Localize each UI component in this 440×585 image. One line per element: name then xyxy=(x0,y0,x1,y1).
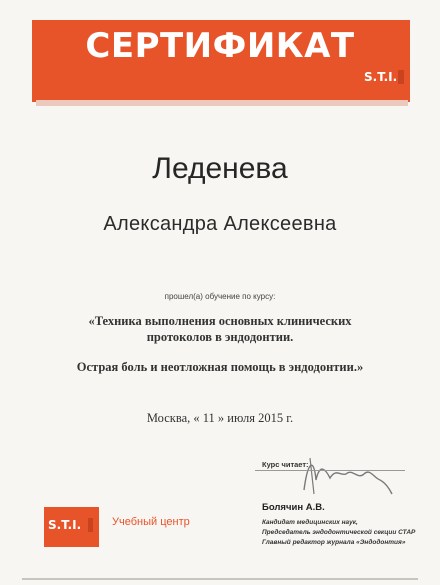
sti-logo-header: S.T.I. xyxy=(364,70,398,84)
course-title xyxy=(30,313,410,345)
instructor-detail-1: Кандидат медицинских наук, xyxy=(262,519,358,526)
logo-tab-icon-footer xyxy=(88,518,93,532)
signature-icon xyxy=(296,450,396,500)
signature-line xyxy=(255,470,405,471)
instructor-name: Болячин А.В. xyxy=(262,502,325,513)
banner-shadow xyxy=(36,100,408,106)
certificate-title: СЕРТИФИКАТ xyxy=(85,26,355,66)
logo-tab-icon xyxy=(398,70,404,84)
training-center-label: Учебный центр xyxy=(112,516,190,528)
course-subtitle: Острая боль и неотложная помощь в эндодонтии.» xyxy=(76,360,364,374)
date-line: Москва, « 11 » июля 2015 г. xyxy=(146,411,294,425)
instructor-detail-2: Председатель эндодонтической секции СТАР xyxy=(262,529,416,536)
course-intro: прошел(а) обучение по курсу: xyxy=(164,292,276,301)
course-title-line-1: «Техника выполнения основных клинических xyxy=(88,314,352,328)
course-title-line-2: протоколов в эндодонтии. xyxy=(146,330,294,344)
instructor-label: Курс читает: xyxy=(262,460,309,469)
footer-divider xyxy=(22,578,418,580)
instructor-detail-3: Главный редактор журнала «Эндодонтия» xyxy=(262,539,406,546)
instructor-details xyxy=(262,518,432,548)
recipient-surname: Леденева xyxy=(152,152,288,185)
sti-logo-footer-text: S.T.I. xyxy=(48,518,82,532)
recipient-given-names: Александра Алексеевна xyxy=(103,213,337,235)
